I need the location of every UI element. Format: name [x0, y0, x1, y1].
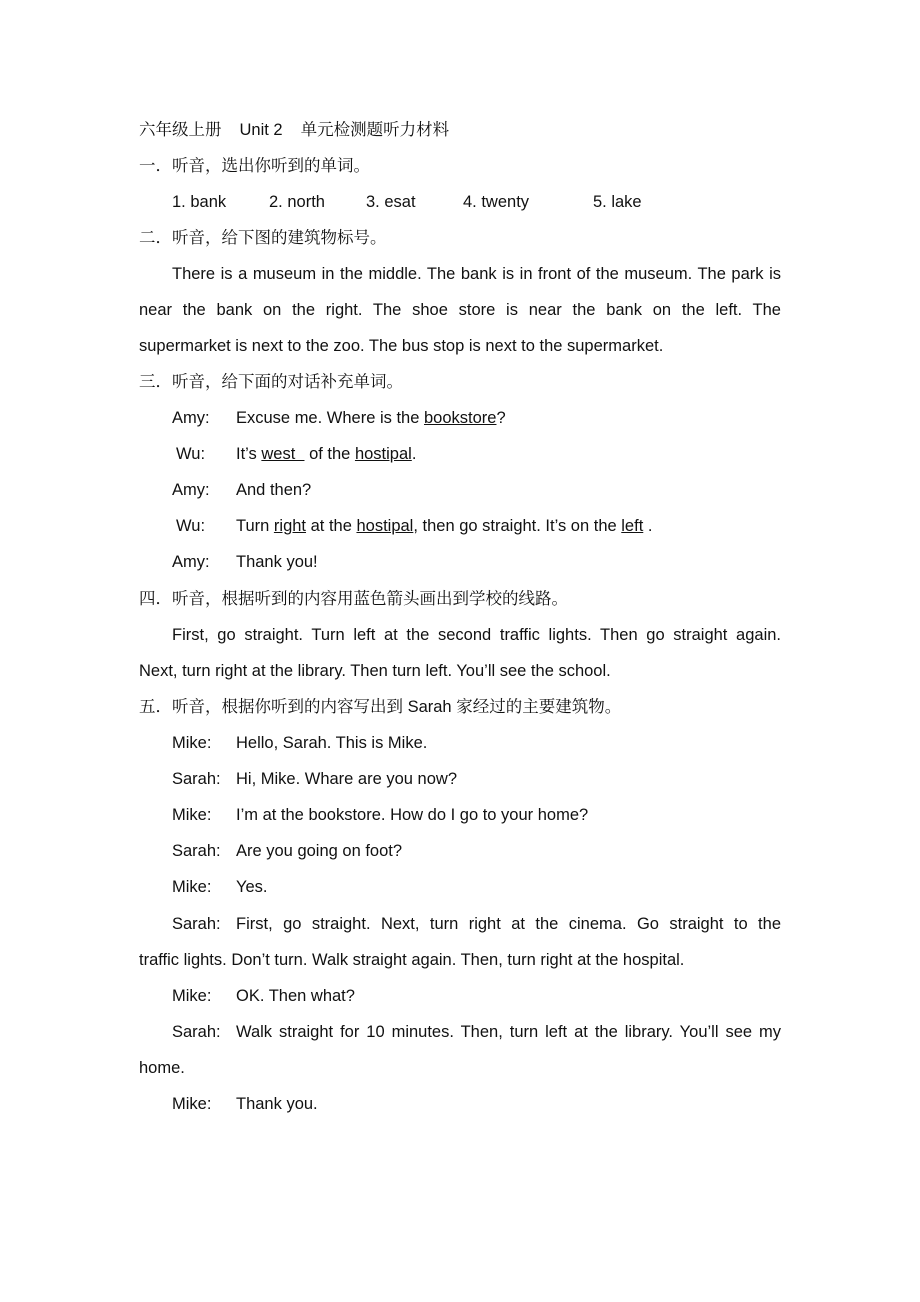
speaker-label: Wu: — [176, 445, 206, 463]
dialog-text: Excuse me. Where is the — [236, 409, 424, 427]
answer-blank: bookstore — [424, 409, 497, 427]
word-list — [172, 190, 781, 214]
speaker-label: Sarah: — [172, 842, 221, 860]
speaker-label: Mike: — [172, 734, 212, 752]
title-name: 单元检测题听力材料 — [300, 121, 450, 139]
section-5-heading: 五．听音，根据你听到的内容写出到 Sarah 家经过的主要建筑物。 — [139, 698, 622, 716]
dialog-line — [172, 731, 781, 755]
dialog-line — [172, 803, 781, 827]
dialog-line — [172, 406, 781, 430]
dialog-line — [172, 1020, 781, 1044]
answer-blank: right — [273, 517, 307, 535]
dialog-text: OK. Then what? — [236, 987, 355, 1005]
page-title — [139, 118, 781, 142]
answer-blank: hostipal — [354, 445, 412, 463]
dialog-line — [172, 442, 781, 466]
dialog-text: at the — [306, 517, 357, 535]
dialog-text: Yes. — [236, 878, 268, 896]
dialog-text: First, go straight. Next, turn right at the cinema. Go straight to the — [236, 915, 781, 933]
answer-blank: hostipal — [356, 517, 414, 535]
dialog-text: Walk straight for 10 minutes. Then, turn left at the library. You’ll see my — [236, 1023, 781, 1041]
speaker-label: Sarah: — [172, 770, 221, 788]
title-unit: Unit 2 — [239, 121, 283, 139]
speaker-label: Amy: — [172, 553, 210, 571]
section-1-heading: 一．听音，选出你听到的单词。 — [139, 157, 370, 175]
dialog-text: Are you going on foot? — [236, 842, 403, 860]
dialog-line — [172, 984, 781, 1008]
speaker-label: Mike: — [172, 878, 212, 896]
speaker-label: Sarah: — [172, 915, 221, 933]
dialog-text: And then? — [236, 481, 312, 499]
speaker-label: Sarah: — [172, 1023, 221, 1041]
dialog-text: . — [643, 517, 653, 535]
section-4-heading: 四．听音，根据听到的内容用蓝色箭头画出到学校的线路。 — [139, 590, 568, 608]
word-item: 4. twenty — [463, 193, 530, 211]
dialog-line — [172, 875, 781, 899]
word-item: 2. north — [269, 193, 325, 211]
dialog-text: , then go straight. It’s on the — [413, 517, 622, 535]
word-item: 1. bank — [172, 193, 227, 211]
dialog-text: . — [411, 445, 417, 463]
dialog-continuation: home. — [139, 1059, 185, 1077]
title-grade: 六年级上册 — [139, 121, 222, 139]
dialog-text: Thank you. — [236, 1095, 318, 1113]
dialog-line — [172, 550, 781, 574]
dialog-line — [172, 1092, 781, 1116]
speaker-label: Amy: — [172, 481, 210, 499]
word-item: 5. lake — [593, 193, 642, 211]
speaker-label: Mike: — [172, 806, 212, 824]
dialog-line — [172, 514, 781, 538]
dialog-text: I’m at the bookstore. How do I go to your home? — [236, 806, 589, 824]
speaker-label: Mike: — [172, 987, 212, 1005]
dialog-text: Hi, Mike. Whare are you now? — [236, 770, 458, 788]
dialog-continuation: traffic lights. Don’t turn. Walk straight again. Then, turn right at the hospital. — [139, 951, 685, 969]
dialog-text: Hello, Sarah. This is Mike. — [236, 734, 428, 752]
dialog-line — [172, 478, 781, 502]
paragraph-line: near the bank on the right. The shoe store is near the bank on the left. The — [139, 301, 781, 319]
dialog-text: of the — [304, 445, 355, 463]
answer-blank: west — [261, 445, 305, 463]
dialog-text: It’s — [236, 445, 262, 463]
answer-blank: left — [621, 517, 644, 535]
dialog-line — [172, 912, 781, 936]
paragraph-line: Next, turn right at the library. Then turn left. You’ll see the school. — [139, 662, 611, 680]
speaker-label: Wu: — [176, 517, 206, 535]
speaker-label: Amy: — [172, 409, 210, 427]
dialog-text: Thank you! — [236, 553, 318, 571]
paragraph-line: First, go straight. Turn left at the second traffic lights. Then go straight again. — [172, 626, 781, 644]
paragraph-line: supermarket is next to the zoo. The bus stop is next to the supermarket. — [139, 337, 664, 355]
section-3-heading: 三．听音，给下面的对话补充单词。 — [139, 373, 403, 391]
speaker-label: Mike: — [172, 1095, 212, 1113]
dialog-text: ? — [496, 409, 506, 427]
dialog-line — [172, 839, 781, 863]
paragraph-line: There is a museum in the middle. The bank is in front of the museum. The park is — [172, 265, 781, 283]
section-2-heading: 二．听音，给下图的建筑物标号。 — [139, 229, 387, 247]
dialog-text: Turn — [236, 517, 274, 535]
dialog-line — [172, 767, 781, 791]
word-item: 3. esat — [366, 193, 416, 211]
